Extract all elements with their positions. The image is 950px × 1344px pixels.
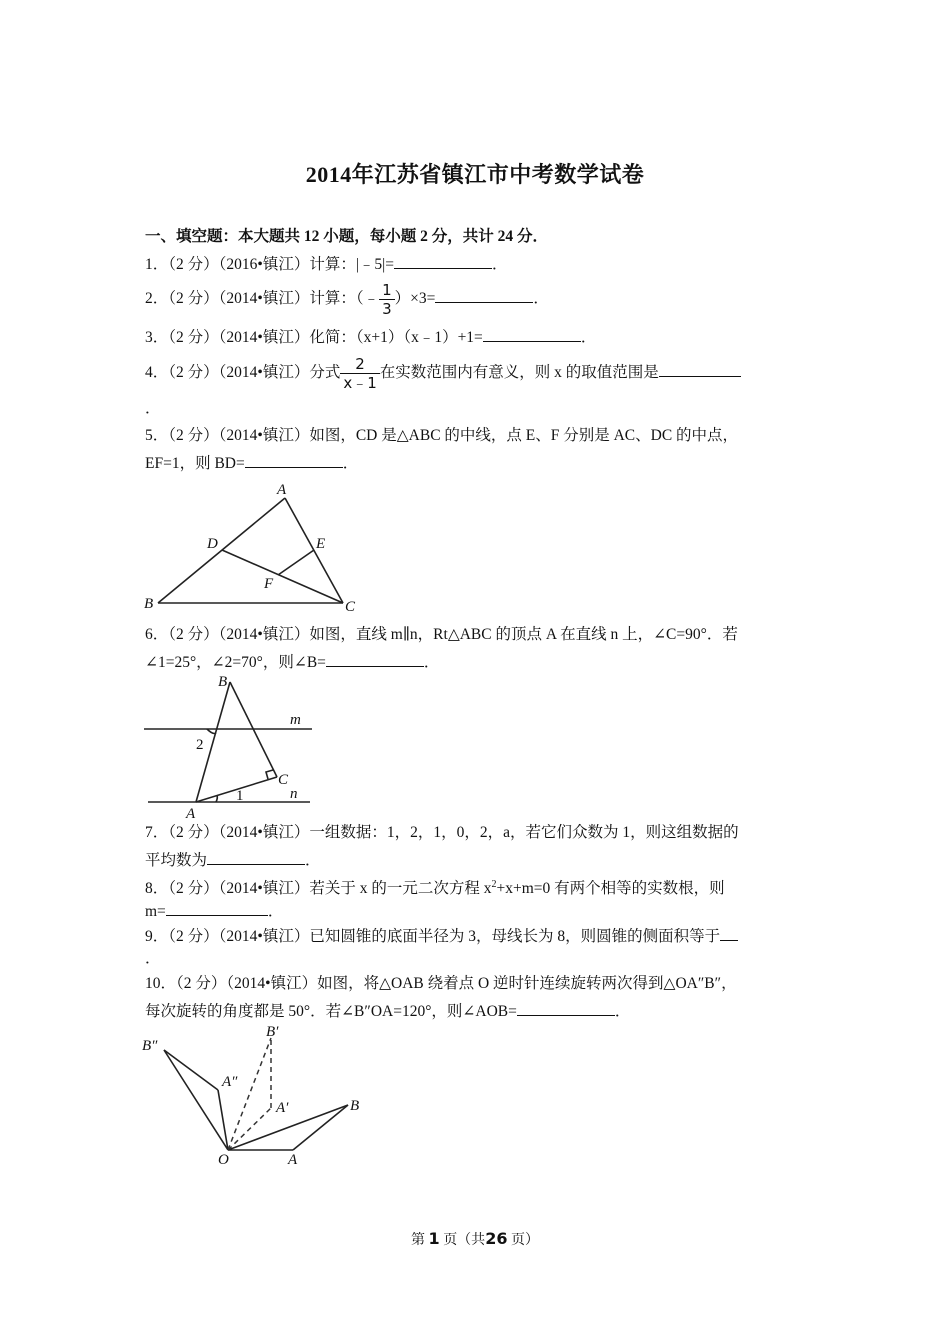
answer-blank — [394, 252, 492, 269]
q5-number: 5． — [145, 427, 169, 444]
label-e: E — [316, 536, 326, 552]
q8-text2: m= — [145, 903, 166, 920]
q10-text1: 如图，将△OAB 绕着点 O 逆时针连续旋转两次得到△OA″B″， — [317, 975, 737, 992]
q4-meta: （2 分）（2014•镇江） — [168, 364, 310, 382]
answer-blank — [326, 650, 424, 667]
answer-blank — [720, 924, 738, 941]
label-b-double-prime: B″ — [142, 1038, 158, 1054]
q6-text1: 如图，直线 m∥n，Rt△ABC 的顶点 A 在直线 n 上，∠C=90°．若 — [309, 626, 738, 643]
q7-end: ． — [305, 852, 321, 869]
footer-pre: 第 — [411, 1233, 426, 1248]
figure-q5-triangle — [140, 478, 370, 618]
q7-text1: 一组数据：1，2，1，0，2，a，若它们众数为 1，则这组数据的 — [309, 824, 739, 841]
q8-post: +x+m=0 有两个相等的实数根，则 — [496, 880, 725, 898]
q10-meta: （2 分）（2014•镇江） — [176, 975, 318, 992]
figure-q10-rotation — [138, 1020, 378, 1170]
question-8-line2 — [145, 899, 283, 923]
answer-blank — [435, 286, 533, 303]
q1-text: 计算：|﹣5|= — [309, 256, 395, 273]
question-7 — [145, 822, 739, 844]
q8-pre: 若关于 x 的一元二次方程 x — [309, 880, 492, 898]
label-a: A — [277, 482, 287, 498]
q4-pre: 分式 — [309, 364, 341, 382]
label-f: F — [264, 576, 274, 592]
label-b: B — [144, 596, 154, 612]
q2-fraction — [379, 281, 395, 318]
answer-blank — [245, 451, 343, 468]
segment-ab — [293, 1105, 348, 1150]
q7-text2: 平均数为 — [145, 852, 208, 869]
q1-end: ． — [492, 256, 508, 273]
question-6 — [145, 624, 738, 646]
q4-numerator: 2 — [355, 355, 365, 373]
right-angle-mark — [266, 770, 273, 779]
label-a-double-prime: A″ — [222, 1074, 238, 1090]
q4-end: ． — [145, 400, 161, 417]
label-n: n — [290, 786, 298, 802]
page-total: 26 — [485, 1229, 508, 1248]
answer-blank — [207, 848, 305, 865]
q3-end: ． — [580, 329, 597, 346]
q3-meta: （2 分）（2014•镇江） — [168, 329, 310, 346]
q4-post: 在实数范围内有意义，则 x 的取值范围是 — [379, 364, 659, 382]
question-10 — [145, 973, 737, 995]
q4-denominator: x﹣1 — [340, 373, 379, 392]
section-heading: 一、填空题：本大题共 12 小题，每小题 2 分，共计 24 分． — [145, 228, 549, 245]
q7-number: 7． — [145, 824, 169, 841]
q8-exponent: 2 — [491, 879, 497, 890]
segment-ob2 — [164, 1050, 228, 1150]
label-a-prime: A′ — [276, 1100, 289, 1116]
q8-meta: （2 分）（2014•镇江） — [168, 880, 310, 898]
segment-a2b2 — [164, 1050, 218, 1090]
q2-pre: 计算：（﹣ — [309, 290, 380, 308]
q1-number: 1． — [145, 256, 169, 273]
q2-denominator: 3 — [379, 299, 395, 318]
question-7-line2 — [145, 848, 321, 872]
label-a: A — [186, 806, 196, 822]
answer-blank — [659, 360, 741, 377]
label-m: m — [290, 712, 301, 728]
question-1 — [145, 252, 508, 276]
q8-number: 8． — [145, 880, 169, 898]
label-c: C — [278, 772, 289, 788]
question-3 — [145, 325, 596, 349]
segment-ob1-dashed — [228, 1038, 271, 1150]
question-8 — [145, 874, 725, 900]
label-c: C — [345, 599, 356, 615]
q6-end: ． — [423, 654, 440, 671]
page-footer — [0, 1229, 950, 1249]
q9-end: ． — [145, 950, 161, 967]
figure-q6-parallel-lines — [140, 672, 320, 822]
q5-text1: 如图，CD 是△ABC 的中线，点 E、F 分别是 AC、DC 的中点， — [309, 427, 739, 444]
q6-number: 6． — [145, 626, 169, 643]
q9-number: 9． — [145, 928, 169, 945]
q4-fraction — [340, 355, 379, 392]
footer-mid: 页（共 — [443, 1233, 486, 1248]
q5-end: ． — [342, 455, 359, 472]
segment-oa1-dashed — [228, 1108, 271, 1150]
q10-end: ． — [614, 1003, 631, 1020]
q10-text2: 每次旋转的角度都是 50°．若∠B″OA=120°，则∠AOB= — [145, 1003, 517, 1020]
q2-end: ． — [533, 290, 549, 308]
q6-meta: （2 分）（2014•镇江） — [168, 626, 310, 643]
q3-number: 3． — [145, 329, 169, 346]
label-b: B — [350, 1098, 360, 1114]
label-b-prime: B′ — [266, 1024, 279, 1040]
q1-meta: （2 分）（2016•镇江） — [168, 256, 310, 273]
footer-post: 页） — [510, 1233, 539, 1248]
segment-dc — [222, 550, 343, 603]
question-5 — [145, 425, 738, 447]
segment-ef — [278, 550, 314, 575]
q7-meta: （2 分）（2014•镇江） — [168, 824, 310, 841]
q3-text: 化简：（x+1）（x﹣1）+1= — [309, 329, 483, 346]
label-o: O — [218, 1152, 229, 1168]
label-angle-1: 1 — [236, 788, 244, 804]
question-4 — [145, 355, 741, 392]
q2-post: ）×3= — [394, 290, 436, 308]
q2-numerator: 1 — [382, 281, 392, 299]
label-angle-2: 2 — [196, 737, 204, 753]
page-title: 2014年江苏省镇江市中考数学试卷 — [305, 162, 645, 187]
q2-meta: （2 分）（2014•镇江） — [168, 290, 310, 308]
q2-number: 2． — [145, 290, 169, 308]
question-2 — [145, 281, 549, 318]
q8-end: ． — [267, 903, 284, 920]
label-a: A — [288, 1152, 298, 1168]
q5-meta: （2 分）（2014•镇江） — [168, 427, 310, 444]
q10-number: 10． — [145, 975, 177, 992]
q5-text2: EF=1，则 BD= — [145, 455, 245, 472]
q9-meta: （2 分）（2014•镇江） — [168, 928, 310, 945]
q6-text2: ∠1=25°，∠2=70°，则∠B= — [145, 654, 326, 671]
answer-blank — [517, 999, 615, 1016]
page-number: 1 — [428, 1229, 440, 1248]
q4-number: 4． — [145, 364, 169, 382]
q9-text: 已知圆锥的底面半径为 3，母线长为 8，则圆锥的侧面积等于 — [309, 928, 721, 945]
label-b: B — [218, 674, 228, 690]
question-9 — [145, 924, 738, 948]
answer-blank — [483, 325, 581, 342]
question-6-line2 — [145, 650, 439, 674]
label-d: D — [207, 536, 218, 552]
answer-blank — [166, 899, 268, 916]
question-5-line2 — [145, 451, 358, 475]
